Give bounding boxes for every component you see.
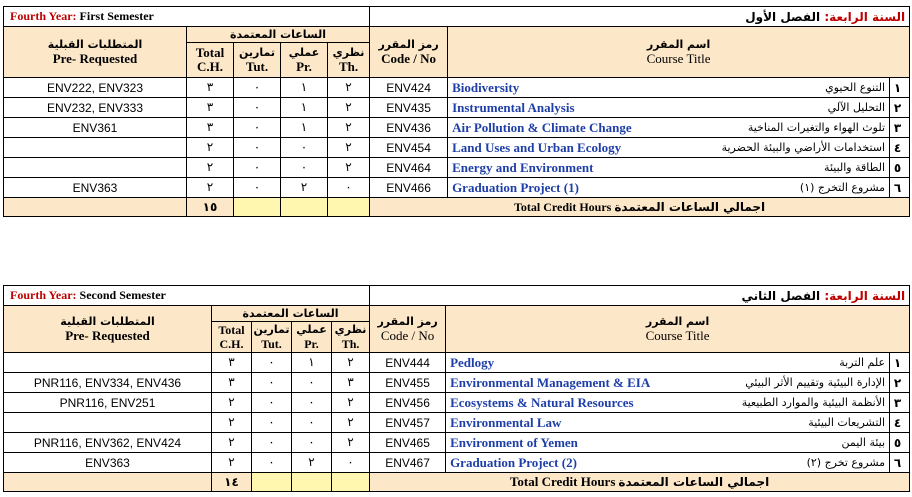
code-header	[370, 306, 446, 353]
course-row	[4, 118, 910, 138]
th-header	[328, 43, 370, 78]
total-th-cell	[328, 198, 370, 217]
semester2-title-en	[4, 286, 370, 306]
prereq-header-en: Pre- Requested	[65, 328, 150, 343]
year-label-en: Fourth Year:	[10, 288, 77, 302]
course-row	[4, 453, 910, 473]
course-title-cell	[448, 118, 890, 138]
prereq-cell: ENV363	[4, 178, 187, 198]
prereq-cell: ENV361	[4, 118, 187, 138]
semester2-table	[3, 285, 910, 492]
course-title-en: Environmental Law	[450, 415, 562, 430]
total-ch-header	[187, 43, 234, 78]
tut-header	[234, 43, 281, 78]
total-row-blank	[4, 198, 187, 217]
course-title-ar: الإدارة البيئية وتقييم الأثر البيئي	[745, 376, 886, 389]
year-label-en: Fourth Year:	[10, 9, 77, 23]
prereq-cell	[4, 158, 187, 178]
pr-cell: ١	[281, 118, 328, 138]
title-header-en: Course Title	[646, 51, 711, 66]
row-number-cell: ١	[890, 78, 910, 98]
th-header-ar: نظري	[332, 46, 365, 59]
prereq-header-ar: المتطلبات القبلية	[47, 38, 143, 51]
total-credit-label	[370, 473, 910, 492]
course-code-cell: ENV456	[370, 393, 446, 413]
course-title-ar: الطاقة والبيئة	[824, 161, 886, 174]
semester-label-ar: الفصل الأول	[745, 9, 821, 24]
course-code-cell: ENV454	[370, 138, 448, 158]
course-row	[4, 138, 910, 158]
total-ch-cell: ٣	[212, 353, 252, 373]
row-number-cell: ٣	[890, 393, 910, 413]
semester-label-ar: الفصل الثاني	[741, 288, 821, 303]
pr-header-ar: عملي	[288, 46, 320, 59]
total-ch-cell: ٢	[212, 393, 252, 413]
th-header	[332, 322, 370, 353]
course-title-cell	[448, 78, 890, 98]
year-label-ar: السنة الرابعة:	[824, 9, 906, 24]
course-title-ar: التحليل الآلي	[827, 101, 886, 114]
row-number-cell: ١	[890, 353, 910, 373]
code-header-en: Code / No	[381, 51, 436, 66]
course-title-en: Environmental Management & EIA	[450, 375, 651, 390]
total-header-en2: C.H.	[219, 337, 244, 351]
prereq-cell: PNR116, ENV334, ENV436	[4, 373, 212, 393]
semester-label-en: Second Semester	[79, 288, 166, 302]
tut-header-en: Tut.	[261, 337, 282, 351]
pr-cell: ٠	[281, 158, 328, 178]
total-ch-cell: ٢	[187, 138, 234, 158]
course-row	[4, 178, 910, 198]
pr-cell: ٠	[292, 393, 332, 413]
row-number-cell: ٢	[890, 98, 910, 118]
th-cell: ٢	[332, 413, 370, 433]
course-row	[4, 393, 910, 413]
course-title-ar: مشروع التخرج (١)	[799, 181, 886, 194]
total-ch-header	[212, 322, 252, 353]
tut-header-en: Tut.	[245, 59, 269, 74]
total-tut-cell	[234, 198, 281, 217]
total-ch-cell: ٣	[187, 98, 234, 118]
total-ch-cell: ٣	[187, 118, 234, 138]
course-title-cell	[446, 353, 890, 373]
total-label-en: Total Credit Hours	[513, 199, 612, 214]
credit-hours-header	[187, 27, 370, 43]
course-code-cell: ENV435	[370, 98, 448, 118]
course-code-cell: ENV436	[370, 118, 448, 138]
th-header-en: Th.	[338, 59, 359, 74]
total-header-en1: Total	[218, 323, 245, 337]
course-title-en: Environment of Yemen	[450, 435, 578, 450]
semester2-total-row	[4, 473, 910, 492]
course-row	[4, 98, 910, 118]
course-title-en: Graduation Project (1)	[452, 180, 579, 195]
course-title-en: Air Pollution & Climate Change	[452, 120, 632, 135]
code-header	[370, 27, 448, 78]
prereq-cell: PNR116, ENV362, ENV424	[4, 433, 212, 453]
prereq-header	[4, 27, 187, 78]
course-title-ar: تلوث الهواء والتغيرات المناخية	[747, 121, 886, 134]
course-row	[4, 353, 910, 373]
total-pr-cell	[292, 473, 332, 492]
course-title-cell	[446, 413, 890, 433]
course-title-ar: الأنظمة البيئية والموارد الطبيعية	[741, 396, 886, 409]
prereq-cell: ENV363	[4, 453, 212, 473]
course-title-ar: علم التربة	[839, 356, 886, 369]
semester1-title-row	[4, 7, 910, 27]
tut-header-ar: تمارين	[253, 323, 290, 336]
semester1-table	[3, 6, 910, 217]
row-number-cell: ٥	[890, 158, 910, 178]
pr-header	[292, 322, 332, 353]
course-title-cell	[446, 373, 890, 393]
code-header-ar: رمز المقرر	[378, 38, 439, 51]
th-cell: ٢	[328, 138, 370, 158]
course-code-cell: ENV457	[370, 413, 446, 433]
course-title-en: Biodiversity	[452, 80, 520, 95]
prereq-cell: ENV232, ENV333	[4, 98, 187, 118]
course-code-cell: ENV444	[370, 353, 446, 373]
total-header-en1: Total	[195, 45, 225, 60]
prereq-cell: PNR116, ENV251	[4, 393, 212, 413]
row-number-cell: ٢	[890, 373, 910, 393]
total-ch-cell: ٢	[187, 158, 234, 178]
tut-cell: ٠	[234, 138, 281, 158]
course-title-cell	[448, 138, 890, 158]
tut-cell: ٠	[252, 373, 292, 393]
prereq-cell	[4, 138, 187, 158]
prereq-cell: ENV222, ENV323	[4, 78, 187, 98]
row-number-cell: ٥	[890, 433, 910, 453]
th-cell: ٢	[332, 433, 370, 453]
total-label-en: Total Credit Hours	[509, 474, 616, 489]
semester-label-en: First Semester	[79, 9, 154, 23]
total-ch-cell: ٢	[212, 413, 252, 433]
tut-header	[252, 322, 292, 353]
year-label-ar: السنة الرابعة:	[824, 288, 906, 303]
th-cell: ٢	[332, 353, 370, 373]
total-tut-cell	[252, 473, 292, 492]
course-code-cell: ENV466	[370, 178, 448, 198]
course-title-en: Ecosystems & Natural Resources	[450, 395, 634, 410]
total-ch-cell: ٣	[212, 373, 252, 393]
total-ch-cell: ٢	[212, 453, 252, 473]
course-title-ar: التنوع الحيوي	[825, 81, 886, 94]
pr-cell: ١	[292, 353, 332, 373]
course-title-en: Instrumental Analysis	[452, 100, 575, 115]
course-row	[4, 433, 910, 453]
pr-cell: ٠	[292, 433, 332, 453]
course-title-ar: التشريعات البيئية	[808, 416, 886, 429]
course-code-cell: ENV464	[370, 158, 448, 178]
total-ch-cell: ٣	[187, 78, 234, 98]
pr-header-en: Pr.	[304, 337, 319, 351]
row-number-cell: ٤	[890, 413, 910, 433]
semester1-total-row	[4, 198, 910, 217]
tut-cell: ٠	[252, 453, 292, 473]
pr-cell: ٢	[292, 453, 332, 473]
tut-cell: ٠	[234, 158, 281, 178]
course-row	[4, 78, 910, 98]
tut-cell: ٠	[252, 413, 292, 433]
th-cell: ٢	[328, 78, 370, 98]
tut-cell: ٠	[252, 393, 292, 413]
course-title-cell	[446, 433, 890, 453]
total-label-ar: اجمالي الساعات المعتمدة	[614, 199, 766, 214]
total-credit-value: ١٥	[187, 198, 234, 217]
tut-header-ar: تمارين	[239, 46, 275, 59]
th-cell: ٣	[332, 373, 370, 393]
th-cell: ٢	[332, 393, 370, 413]
semester1-title-ar	[370, 7, 910, 27]
total-ch-cell: ٢	[212, 433, 252, 453]
th-cell: ٠	[328, 178, 370, 198]
row-number-cell: ٤	[890, 138, 910, 158]
course-title-cell	[446, 453, 890, 473]
credit-hours-header-ar: الساعات المعتمدة	[242, 307, 339, 320]
th-cell: ٢	[328, 118, 370, 138]
title-header-ar: اسم المقرر	[645, 315, 710, 328]
th-cell: ٠	[332, 453, 370, 473]
pr-header-ar: عملي	[296, 323, 327, 336]
course-title-cell	[448, 178, 890, 198]
total-pr-cell	[281, 198, 328, 217]
credit-hours-header	[212, 306, 370, 322]
title-header-en: Course Title	[645, 328, 710, 343]
title-header	[446, 306, 910, 353]
prereq-cell	[4, 353, 212, 373]
th-cell: ٢	[328, 98, 370, 118]
th-header-en: Th.	[341, 337, 360, 351]
course-code-cell: ENV467	[370, 453, 446, 473]
total-ch-cell: ٢	[187, 178, 234, 198]
prereq-cell	[4, 413, 212, 433]
prereq-header-en: Pre- Requested	[52, 51, 138, 66]
pr-header	[281, 43, 328, 78]
course-title-en: Graduation Project (2)	[450, 455, 577, 470]
tut-cell: ٠	[252, 433, 292, 453]
prereq-header-ar: المتطلبات القبلية	[60, 315, 155, 328]
pr-cell: ٠	[281, 138, 328, 158]
pr-header-en: Pr.	[296, 59, 312, 74]
course-title-ar: بيئة اليمن	[841, 436, 886, 449]
course-row	[4, 373, 910, 393]
row-number-cell: ٣	[890, 118, 910, 138]
title-header-ar: اسم المقرر	[646, 38, 711, 51]
course-title-ar: مشروع تخرج (٢)	[806, 456, 886, 469]
semester2-title-ar	[370, 286, 910, 306]
tut-cell: ٠	[234, 178, 281, 198]
row-number-cell: ٦	[890, 178, 910, 198]
total-header-en2: C.H.	[197, 59, 223, 74]
course-title-cell	[448, 98, 890, 118]
total-th-cell	[332, 473, 370, 492]
title-header	[448, 27, 910, 78]
prereq-header	[4, 306, 212, 353]
course-code-cell: ENV424	[370, 78, 448, 98]
th-header-ar: نظري	[334, 323, 367, 336]
course-title-cell	[448, 158, 890, 178]
tut-cell: ٠	[234, 118, 281, 138]
course-row	[4, 158, 910, 178]
tut-cell: ٠	[234, 78, 281, 98]
semester1-title-en	[4, 7, 370, 27]
total-credit-label	[370, 198, 910, 217]
total-credit-value: ١٤	[212, 473, 252, 492]
course-title-cell	[446, 393, 890, 413]
pr-cell: ٠	[292, 413, 332, 433]
row-number-cell: ٦	[890, 453, 910, 473]
code-header-en: Code / No	[380, 328, 435, 343]
pr-cell: ١	[281, 78, 328, 98]
tut-cell: ٠	[234, 98, 281, 118]
tut-cell: ٠	[252, 353, 292, 373]
credit-hours-header-ar: الساعات المعتمدة	[230, 28, 326, 41]
course-title-en: Pedlogy	[450, 355, 495, 370]
th-cell: ٢	[328, 158, 370, 178]
code-header-ar: رمز المقرر	[377, 315, 438, 328]
course-row	[4, 413, 910, 433]
pr-cell: ٠	[292, 373, 332, 393]
semester2-title-row	[4, 286, 910, 306]
total-row-blank	[4, 473, 212, 492]
pr-cell: ٢	[281, 178, 328, 198]
course-title-en: Land Uses and Urban Ecology	[452, 140, 622, 155]
course-code-cell: ENV455	[370, 373, 446, 393]
pr-cell: ١	[281, 98, 328, 118]
course-code-cell: ENV465	[370, 433, 446, 453]
total-label-ar: اجمالي الساعات المعتمدة	[618, 475, 770, 489]
course-title-ar: استخدامات الأراضي والبيئة الحضرية	[721, 141, 886, 154]
course-title-en: Energy and Environment	[452, 160, 594, 175]
